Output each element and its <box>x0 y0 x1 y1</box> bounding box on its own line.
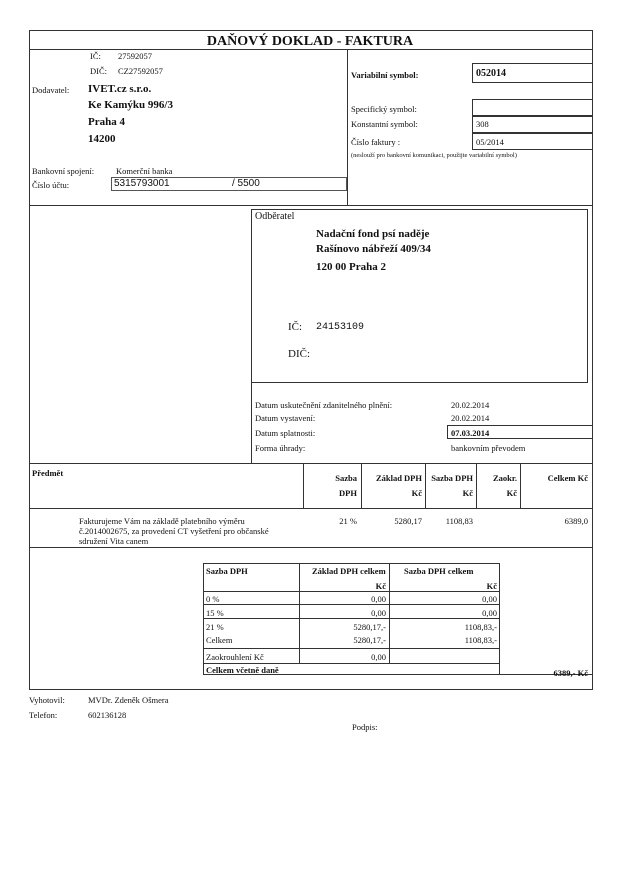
constant-symbol: 308 <box>476 119 489 129</box>
summary-col-base: Základ DPH celkem <box>312 566 386 576</box>
title-divider <box>29 49 593 50</box>
summary-row-rule <box>203 604 500 605</box>
invoice-number-label: Číslo faktury : <box>351 137 401 147</box>
variable-symbol: 052014 <box>476 68 506 79</box>
rounding-label: Zaokrouhlení Kč <box>206 652 264 662</box>
constant-symbol-label: Konstantní symbol: <box>351 119 418 129</box>
bank-name: Komerční banka <box>116 166 173 176</box>
summary-col-vat: Sazba DPH celkem <box>404 566 474 576</box>
symbol-note: (neslouží pro bankovní komunikaci, použijte variabilní symbol) <box>351 152 517 159</box>
summary-vat: 1108,83,- <box>464 635 497 645</box>
page-title: DAŇOVÝ DOKLAD - FAKTURA <box>206 34 414 49</box>
rate-header-2: DPH <box>339 488 357 498</box>
grand-total-value: 6389,- Kč <box>553 668 588 678</box>
account-label: Číslo účtu: <box>32 180 70 190</box>
symbols-divider <box>347 49 348 205</box>
summary-vat: 0,00 <box>482 608 497 618</box>
customer-city: 120 00 Praha 2 <box>316 261 386 273</box>
round-header-2: Kč <box>506 488 517 498</box>
items-col-divider <box>425 463 426 508</box>
taxable-date: 20.02.2014 <box>451 400 490 410</box>
summary-row-rule <box>203 618 500 619</box>
items-bottom-rule <box>29 547 593 548</box>
customer-ic: 24153109 <box>316 322 365 333</box>
bank-label: Bankovní spojení: <box>32 166 95 176</box>
customer-label: Odběratel <box>255 211 295 222</box>
item-base: 5280,17 <box>394 516 422 526</box>
issue-date-label: Datum vystavení: <box>255 413 316 423</box>
summary-rate: 0 % <box>206 594 220 604</box>
supplier-dic-label: DIČ: <box>90 66 107 76</box>
phone-label: Telefon: <box>29 710 58 720</box>
vat-header-1: Sazba DPH <box>431 473 473 483</box>
summary-header-rule <box>203 591 500 592</box>
constant-symbol-box <box>472 116 593 133</box>
items-col-divider <box>476 463 477 508</box>
item-description-3: sdružení Vita canem <box>79 536 149 546</box>
issue-date: 20.02.2014 <box>451 413 490 423</box>
supplier-name: IVET.cz s.r.o. <box>88 83 152 95</box>
items-col-divider <box>303 463 304 508</box>
item-total: 6389,0 <box>564 516 588 526</box>
summary-vat: 0,00 <box>482 594 497 604</box>
summary-col-rate: Sazba DPH <box>206 566 248 576</box>
grand-total-label: Celkem včetně daně <box>206 665 279 675</box>
summary-row-rule <box>203 663 500 664</box>
supplier-city: Praha 4 <box>88 116 125 128</box>
customer-dic-label: DIČ: <box>288 348 310 360</box>
variable-symbol-label: Variabilní symbol: <box>351 70 419 80</box>
supplier-street: Ke Kamýku 996/3 <box>88 99 173 111</box>
supplier-dic: CZ27592057 <box>118 66 163 76</box>
items-col-divider <box>361 463 362 508</box>
item-rate: 21 % <box>339 516 357 526</box>
payment-method-label: Forma úhrady: <box>255 443 306 453</box>
customer-ic-label: IČ: <box>288 321 303 333</box>
summary-base: 5280,17,- <box>353 635 386 645</box>
customer-name: Nadační fond psí naděje <box>316 228 430 240</box>
item-description-2: č.2014002675, za provedení CT vyšetření pro občanské <box>79 526 269 536</box>
supplier-label: Dodavatel: <box>32 85 70 95</box>
rounding-value: 0,00 <box>371 652 386 662</box>
payment-method: bankovním převodem <box>451 443 526 453</box>
supplier-ic: 27592057 <box>118 51 152 61</box>
specific-symbol-box <box>472 99 593 116</box>
phone-number: 602136128 <box>88 710 127 720</box>
rate-header-1: Sazba <box>335 473 357 483</box>
summary-vat: 1108,83,- <box>464 622 497 632</box>
round-header-1: Zaokr. <box>492 473 517 483</box>
summary-base: 0,00 <box>371 608 386 618</box>
invoice-number: 05/2014 <box>476 137 504 147</box>
summary-rate: 21 % <box>206 622 224 632</box>
summary-rate: Celkem <box>206 635 233 645</box>
due-date-label: Datum splatnosti: <box>255 428 316 438</box>
items-col-divider <box>520 463 521 508</box>
customer-street: Rašínovo nábřeží 409/34 <box>316 243 431 255</box>
summary-unit-base: Kč <box>375 581 386 591</box>
account-number: 5315793001 <box>114 178 170 189</box>
summary-base: 0,00 <box>371 594 386 604</box>
summary-row-rule <box>203 648 500 649</box>
vat-header-2: Kč <box>462 488 473 498</box>
item-description-1: Fakturujeme Vám na základě platebního výměru <box>79 516 245 526</box>
header-divider <box>29 205 593 206</box>
subject-header: Předmět <box>32 468 64 478</box>
items-top-rule <box>29 463 593 464</box>
issuer-label: Vyhotovil: <box>29 695 65 705</box>
bank-code: / 5500 <box>232 178 260 189</box>
due-date: 07.03.2014 <box>451 428 490 438</box>
signature-label: Podpis: <box>352 722 378 732</box>
item-vat: 1108,83 <box>445 516 473 526</box>
summary-base: 5280,17,- <box>353 622 386 632</box>
supplier-ic-label: IČ: <box>90 51 101 61</box>
base-header-2: Kč <box>411 488 422 498</box>
items-header-rule <box>29 508 593 509</box>
base-header-1: Základ DPH <box>375 473 422 483</box>
specific-symbol-label: Specifický symbol: <box>351 104 417 114</box>
summary-rate: 15 % <box>206 608 224 618</box>
summary-unit-vat: Kč <box>486 581 497 591</box>
dates-left-rule <box>251 383 252 463</box>
supplier-zip: 14200 <box>88 133 116 145</box>
taxable-date-label: Datum uskutečnění zdanitelného plnění: <box>255 400 393 410</box>
total-header: Celkem Kč <box>547 473 588 483</box>
issuer-name: MVDr. Zdeněk Ošmera <box>88 695 169 705</box>
